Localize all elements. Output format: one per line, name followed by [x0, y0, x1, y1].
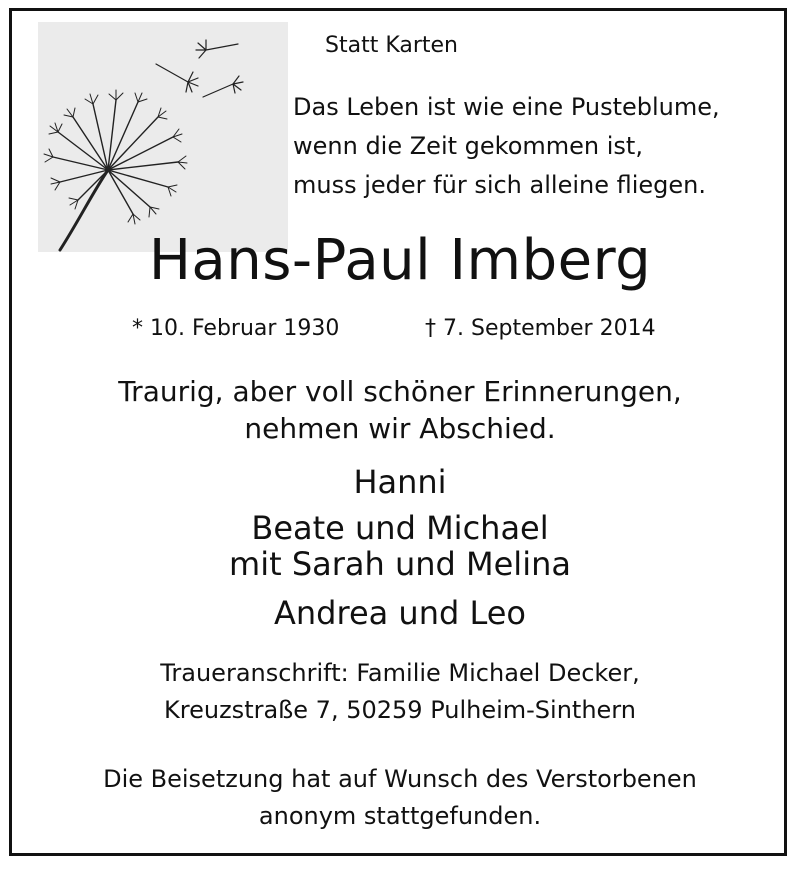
birth-date: * 10. Februar 1930: [132, 316, 340, 341]
poem-line: Das Leben ist wie eine Pusteblume,: [293, 93, 720, 121]
burial-line: Die Beisetzung hat auf Wunsch des Verstorbenen: [103, 765, 697, 793]
burial-line: anonym stattgefunden.: [258, 802, 542, 830]
family-member: Andrea und Leo: [274, 594, 526, 632]
address-line: Kreuzstraße 7, 50259 Pulheim-Sinthern: [164, 696, 636, 724]
notice-header: Statt Karten: [325, 33, 458, 58]
dandelion-icon: [38, 22, 288, 252]
farewell-line: nehmen wir Abschied.: [244, 412, 556, 445]
deceased-name: Hans-Paul Imberg: [148, 228, 652, 293]
mourning-address: [0, 655, 800, 729]
poem-line: muss jeder für sich alleine fliegen.: [293, 171, 706, 199]
farewell-text: [0, 373, 800, 447]
poem-line: wenn die Zeit gekommen ist,: [293, 132, 643, 160]
poem: [293, 88, 720, 205]
address-line: Traueranschrift: Familie Michael Decker,: [160, 659, 640, 687]
dandelion-illustration: [38, 22, 288, 252]
burial-note: [0, 761, 800, 835]
death-date: † 7. September 2014: [425, 316, 656, 341]
family-line: mit Sarah und Melina: [229, 545, 571, 583]
family-group: [0, 510, 800, 582]
farewell-line: Traurig, aber voll schöner Erinnerungen,: [118, 375, 682, 408]
family-member: Hanni: [353, 463, 447, 501]
family-line: Beate und Michael: [251, 509, 549, 547]
